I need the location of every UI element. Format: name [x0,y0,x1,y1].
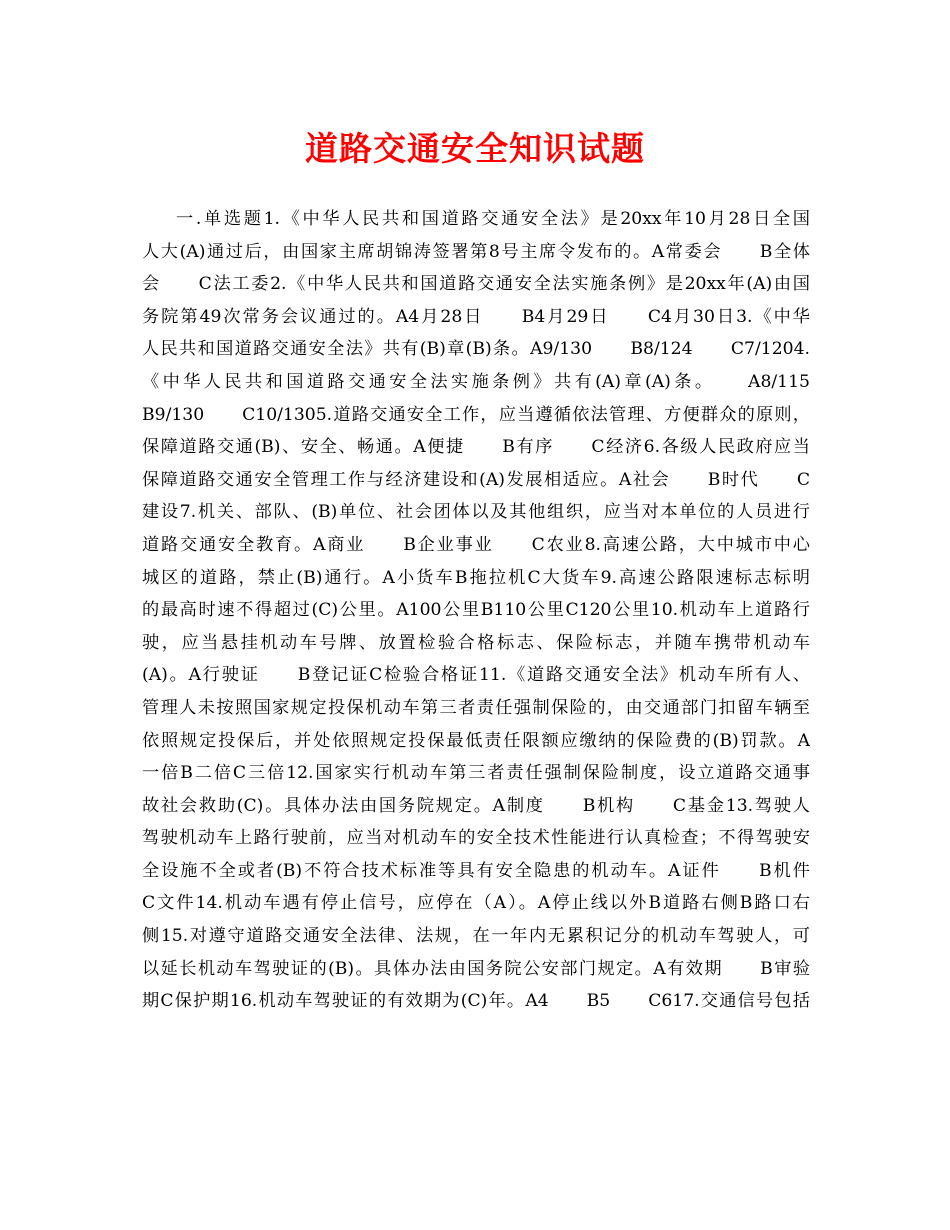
document-body [142,203,810,1018]
body-line: 保障道路交通(B)、安全、畅通。A便捷 B有序 C经济6.各级人民政府应当 [142,437,810,458]
body-line: 故社会救助(C)。具体办法由国务院规定。A制度 B机构 C基金13.驾驶人 [142,795,810,816]
body-line: 人大(A)通过后，由国家主席胡锦涛签署第8号主席令发布的。A常委会 B全体 [142,241,810,262]
body-line: 一倍B二倍C三倍12.国家实行机动车第三者责任强制保险制度，设立道路交通事 [142,763,810,784]
body-line: 城区的道路，禁止(B)通行。A小货车B拖拉机C大货车9.高速公路限速标志标明 [142,567,810,588]
body-line: 侧15.对遵守道路交通安全法律、法规，在一年内无累积记分的机动车驾驶人，可 [142,926,810,947]
body-line: 以延长机动车驾驶证的(B)。具体办法由国务院公安部门规定。A有效期 B审验 [142,958,810,979]
body-line: 一.单选题1.《中华人民共和国道路交通安全法》是20xx年10月28日全国 [176,209,810,229]
document-title: 道路交通安全知识试题 [305,129,645,168]
body-line: 保障道路交通安全管理工作与经济建设和(A)发展相适应。A社会 B时代 C [142,469,810,490]
body-line: C文件14.机动车遇有停止信号，应停在（A）。A停止线以外B道路右侧B路口右 [142,893,810,914]
body-line: B9/130 C10/1305.道路交通安全工作，应当遵循依法管理、方便群众的原则， [142,404,810,425]
body-line: 管理人未按照国家规定投保机动车第三者责任强制保险的，由交通部门扣留车辆至 [142,697,810,718]
body-line: 《中华人民共和国道路交通安全法实施条例》共有(A)章(A)条。 A8/115 [142,371,810,392]
body-line: 驶，应当悬挂机动车号牌、放置检验合格标志、保险标志，并随车携带机动车 [142,632,810,653]
body-line: 建设7.机关、部队、(B)单位、社会团体以及其他组织，应当对本单位的人员进行 [142,502,810,523]
body-line: 全设施不全或者(B)不符合技术标准等具有安全隐患的机动车。A证件 B机件 [142,860,810,881]
body-line: (A)。A行驶证 B登记证C检验合格证11.《道路交通安全法》机动车所有人、 [142,665,810,686]
body-line: 期C保护期16.机动车驾驶证的有效期为(C)年。A4 B5 C617.交通信号包括 [142,991,810,1012]
body-line: 务院第49次常务会议通过的。A4月28日 B4月29日 C4月30日3.《中华 [142,306,810,327]
body-line: 的最高时速不得超过(C)公里。A100公里B110公里C120公里10.机动车上道路行 [142,600,810,621]
body-line: 道路交通安全教育。A商业 B企业事业 C农业8.高速公路，大中城市中心 [142,534,810,555]
body-line: 会 C法工委2.《中华人民共和国道路交通安全法实施条例》是20xx年(A)由国 [142,274,810,295]
body-line: 人民共和国道路交通安全法》共有(B)章(B)条。A9/130 B8/124 C7/1204. [142,339,810,360]
body-line: 依照规定投保后，并处依照规定投保最低责任限额应缴纳的保险费的(B)罚款。A [142,730,810,751]
body-line: 驾驶机动车上路行驶前，应当对机动车的安全技术性能进行认真检查；不得驾驶安 [142,828,810,849]
